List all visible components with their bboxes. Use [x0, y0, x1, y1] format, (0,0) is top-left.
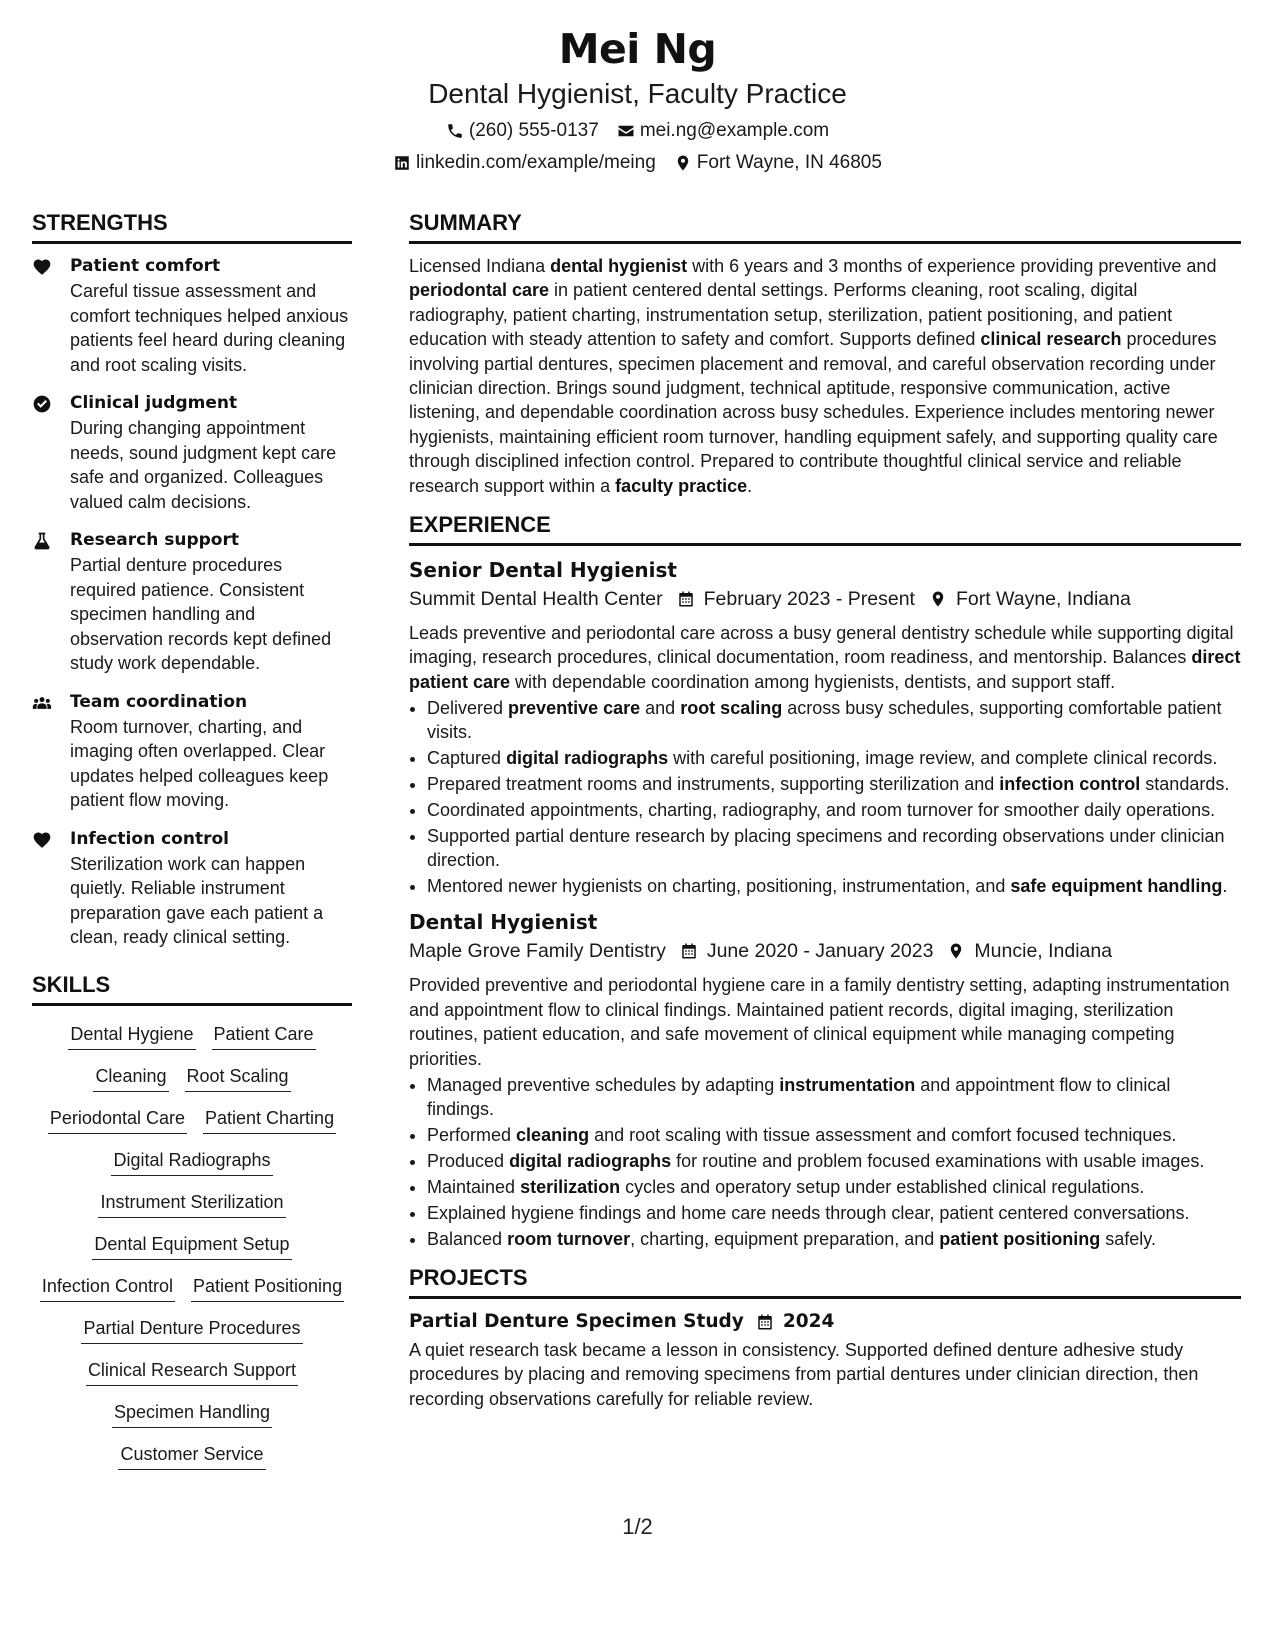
emphasis-text: faculty practice — [615, 475, 748, 496]
location-text: Fort Wayne, IN 46805 — [696, 152, 882, 173]
skills-list — [32, 1016, 352, 1470]
strength-item — [32, 690, 352, 813]
strength-icon-wrap — [32, 254, 70, 377]
map-pin-icon — [674, 154, 692, 172]
strength-desc: Room turnover, charting, and imaging often overlapped. Clear updates helped colleagues keep patient flow moving. — [70, 716, 329, 810]
job-bullet: • Explained hygiene findings and home care needs through clear, patient centered conversations. — [427, 1201, 1241, 1225]
summary-heading: SUMMARY — [409, 210, 1241, 244]
strength-item — [32, 254, 352, 377]
map-pin-icon — [947, 942, 965, 960]
strength-item — [32, 391, 352, 514]
flask-icon — [32, 531, 52, 551]
contact-row-2 — [0, 151, 1275, 175]
candidate-title: Dental Hygienist, Faculty Practice — [428, 78, 847, 109]
summary-text: Licensed Indiana dental hygienist with 6 years and 3 months of experience providing preventive and periodontal care in patient centered dental settings. Performs cleaning, root scaling, digital radiography, patient charting, instrumentation setup, sterilization, patient positioning, and patient education with steady attention to safety and comfort. Supports defined clinical research procedures involving partial dentures, specimen placement and removal, and careful observation recording under clinician direction. Brings sound judgment, technical aptitude, responsive communication, active listening, and dependable coordination across busy schedules. Experience includes mentoring newer hygienists, maintaining efficient room turnover, handling equipment safely, and supporting quality care through disciplined infection control. Prepared to contribute thoughtful clinical service and reliable research support within a faculty practice. — [409, 256, 1218, 496]
job-meta — [409, 585, 1241, 613]
skill-tag: Customer Service — [118, 1442, 265, 1470]
strength-item — [32, 528, 352, 676]
emphasis-text: room turnover — [507, 1228, 631, 1249]
skill-tag: Patient Positioning — [191, 1274, 344, 1302]
strength-title: Infection control — [70, 828, 229, 849]
job-bullet: • Captured digital radiographs with careful positioning, image review, and complete clinical records. — [427, 746, 1241, 770]
emphasis-text: digital radiographs — [509, 1150, 672, 1171]
users-icon — [32, 693, 52, 713]
skill-tag: Specimen Handling — [112, 1400, 272, 1428]
job-bullet: • Produced digital radiographs for routine and problem focused examinations with usable images. — [427, 1149, 1241, 1173]
job-description: Provided preventive and periodontal hygiene care in a family dentistry setting, adapting instrumentation and appointment flow to clinical findings. Maintained patient records, digital imaging, sterilization routines, patient education, and safe movement of clinical equipment while managing competing priorities. — [409, 975, 1230, 1069]
job-location-text: Muncie, Indiana — [974, 940, 1113, 963]
strength-item — [32, 827, 352, 950]
job-bullet: • Prepared treatment rooms and instruments, supporting sterilization and infection control standards. — [427, 772, 1241, 796]
phone-icon — [446, 122, 464, 140]
email-link[interactable]: mei.ng@example.com — [639, 120, 830, 141]
contact-email[interactable] — [617, 119, 829, 143]
emphasis-text: periodontal care — [409, 280, 550, 301]
projects-heading: PROJECTS — [409, 1265, 1241, 1299]
contact-location — [674, 151, 882, 175]
emphasis-text: instrumentation — [779, 1074, 916, 1095]
strength-title: Patient comfort — [70, 256, 221, 276]
skill-tag: Instrument Sterilization — [98, 1190, 285, 1218]
project-entry — [409, 1309, 1241, 1411]
strength-title: Research support — [70, 530, 239, 550]
map-pin-icon — [929, 590, 947, 608]
emphasis-text: patient positioning — [939, 1228, 1101, 1249]
job-bullet: • Maintained sterilization cycles and operatory setup under established clinical regulations. — [427, 1175, 1241, 1199]
skill-tag: Patient Care — [212, 1022, 316, 1050]
project-year — [756, 1309, 835, 1335]
experience-list — [409, 556, 1241, 1251]
project-description: A quiet research task became a lesson in consistency. Supported defined denture adhesive study procedures by placing and removing specimens from partial dentures under clinician direction, then recording observations carefully for reliable review. — [409, 1339, 1199, 1409]
strength-icon-wrap — [32, 827, 70, 950]
job-bullet: • Balanced room turnover, charting, equipment preparation, and patient positioning safely. — [427, 1227, 1241, 1251]
strength-title: Clinical judgment — [70, 393, 238, 413]
job-dates — [677, 585, 915, 613]
strength-body — [70, 827, 352, 950]
strengths-heading: STRENGTHS — [32, 210, 352, 244]
job-description: Leads preventive and periodontal care across a busy general dentistry schedule while supporting digital imaging, research procedures, clinical documentation, room readiness, and mentorship. Balances direct patient care with dependable coordination among hygienists, dentists, and support staff. — [409, 623, 1241, 692]
strength-desc: Sterilization work can happen quietly. Reliable instrument preparation gave each patient a clean, ready clinical setting. — [70, 853, 324, 947]
strength-desc: Partial denture procedures required patience. Consistent specimen handling and observation records kept defined study work dependable. — [70, 555, 332, 673]
emphasis-text: sterilization — [520, 1176, 621, 1197]
phone-text: (260) 555-0137 — [468, 120, 599, 141]
page-number: 1/2 — [622, 1514, 653, 1539]
left-column — [32, 210, 352, 1470]
mail-icon — [617, 122, 635, 140]
strength-desc: Careful tissue assessment and comfort techniques helped anxious patients feel heard during cleaning and root scaling visits. — [70, 281, 349, 375]
skills-heading: SKILLS — [32, 972, 352, 1006]
job-dates-text: February 2023 - Present — [703, 588, 915, 611]
job-dates-text: June 2020 - January 2023 — [706, 940, 934, 963]
calendar-icon — [680, 942, 698, 960]
job-bullet: • Mentored newer hygienists on charting, positioning, instrumentation, and safe equipment handling. — [427, 874, 1241, 898]
emphasis-text: direct patient care — [409, 647, 1241, 692]
contact-row-1 — [0, 119, 1275, 143]
resume-header — [0, 22, 1275, 175]
strengths-list — [32, 254, 352, 950]
job-dates — [680, 937, 934, 965]
skill-tag: Periodontal Care — [48, 1106, 187, 1134]
skill-tag: Partial Denture Procedures — [81, 1316, 302, 1344]
job-title: Dental Hygienist — [409, 910, 598, 935]
job-entry — [409, 908, 1241, 1251]
strength-body — [70, 690, 352, 813]
project-year-text: 2024 — [782, 1310, 835, 1332]
experience-heading: EXPERIENCE — [409, 512, 1241, 546]
emphasis-text: clinical research — [980, 329, 1122, 350]
skill-tag: Clinical Research Support — [86, 1358, 298, 1386]
emphasis-text: infection control — [999, 774, 1141, 795]
project-title: Partial Denture Specimen Study — [409, 1310, 744, 1332]
strength-icon-wrap — [32, 690, 70, 813]
emphasis-text: preventive care — [508, 698, 641, 719]
job-meta — [409, 937, 1241, 965]
skill-tag: Dental Hygiene — [68, 1022, 195, 1050]
skill-tag: Digital Radiographs — [111, 1148, 272, 1176]
strength-body — [70, 391, 352, 514]
contact-phone — [446, 119, 599, 143]
linkedin-icon — [393, 154, 411, 172]
check-circle-icon — [32, 394, 52, 414]
job-title: Senior Dental Hygienist — [409, 558, 677, 583]
linkedin-link[interactable]: linkedin.com/example/meing — [416, 152, 656, 173]
emphasis-text: dental hygienist — [550, 256, 688, 276]
job-location-text: Fort Wayne, Indiana — [955, 588, 1131, 611]
job-bullet: • Managed preventive schedules by adapting instrumentation and appointment flow to clinical findings. — [427, 1073, 1241, 1121]
right-column — [409, 210, 1241, 1411]
job-bullet: • Delivered preventive care and root scaling across busy schedules, supporting comfortable patient visits. — [427, 696, 1241, 744]
job-bullet: • Supported partial denture research by placing specimens and recording observations under clinician direction. — [427, 824, 1241, 872]
strength-icon-wrap — [32, 528, 70, 676]
skill-tag: Root Scaling — [185, 1064, 291, 1092]
skill-tag: Infection Control — [40, 1274, 175, 1302]
emphasis-text: safe equipment handling — [1010, 876, 1223, 897]
strength-body — [70, 528, 352, 676]
skill-tag: Patient Charting — [203, 1106, 336, 1134]
strength-icon-wrap — [32, 391, 70, 514]
job-company: Maple Grove Family Dentistry — [409, 940, 666, 963]
calendar-icon — [756, 1313, 774, 1331]
job-bullet: • Performed cleaning and root scaling with tissue assessment and comfort focused techniques. — [427, 1123, 1241, 1147]
emphasis-text: root scaling — [680, 698, 783, 719]
heart-icon — [32, 830, 52, 850]
job-company: Summit Dental Health Center — [409, 588, 663, 611]
job-entry — [409, 556, 1241, 898]
heart-icon — [32, 257, 52, 277]
skill-tag: Cleaning — [93, 1064, 168, 1092]
strength-title: Team coordination — [70, 691, 248, 712]
projects-list — [409, 1309, 1241, 1411]
emphasis-text: digital radiographs — [506, 748, 669, 769]
calendar-icon — [677, 590, 695, 608]
emphasis-text: cleaning — [516, 1124, 590, 1145]
project-title-row — [409, 1309, 1241, 1335]
skill-tag: Dental Equipment Setup — [92, 1232, 291, 1260]
strength-body — [70, 254, 352, 377]
job-bullets — [409, 1073, 1241, 1251]
contact-linkedin[interactable] — [393, 151, 656, 175]
strength-desc: During changing appointment needs, sound judgment kept care safe and organized. Colleagues valued calm decisions. — [70, 418, 337, 512]
candidate-name: Mei Ng — [558, 25, 717, 73]
job-bullet: • Coordinated appointments, charting, radiography, and room turnover for smoother daily operations. — [427, 798, 1241, 822]
job-location — [947, 937, 1112, 965]
job-location — [929, 585, 1131, 613]
job-bullets — [409, 696, 1241, 898]
